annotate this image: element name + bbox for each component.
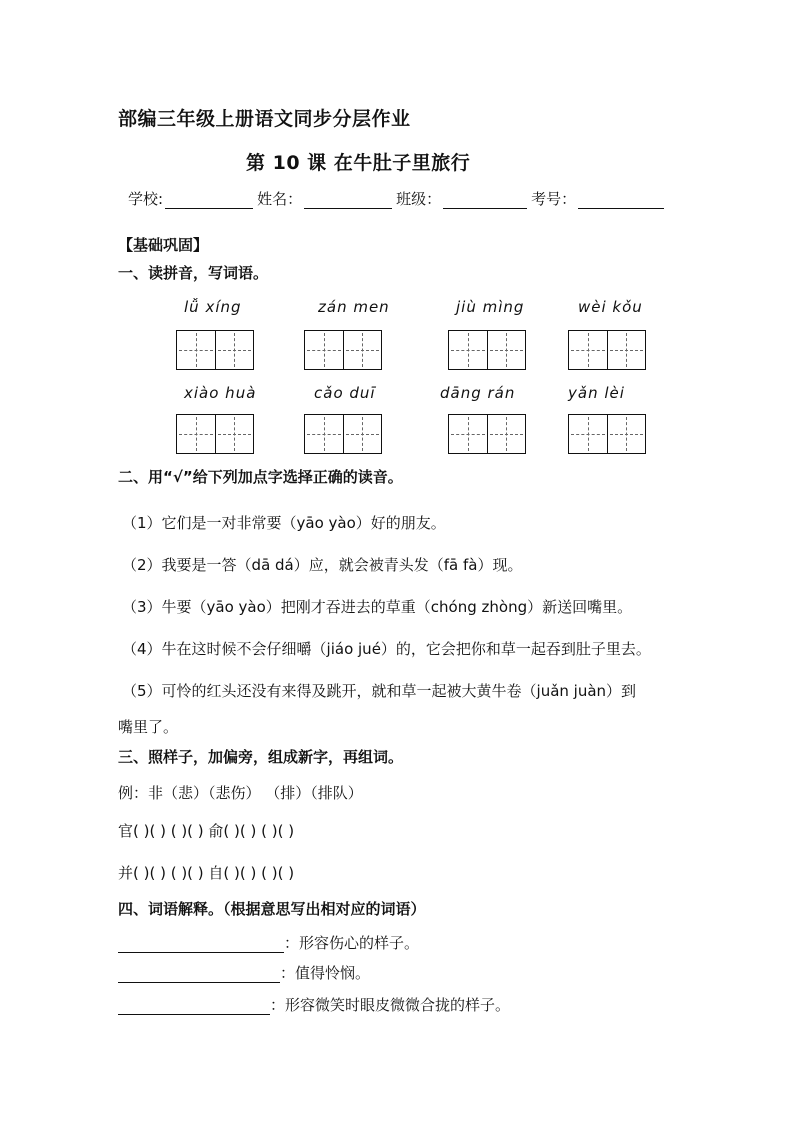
pinyin-4: wèi kǒu [578, 298, 643, 316]
writing-grid-2[interactable] [304, 330, 382, 370]
pinyin-6: cǎo duī [314, 384, 376, 402]
section-2-title: 二、用“√”给下列加点字选择正确的读音。 [118, 468, 403, 486]
definition-row-3 [118, 994, 510, 1015]
writing-grid-1[interactable] [176, 330, 254, 370]
question-2-2: （2）我要是一答（dā dá）应，就会被青头发（fā fà）现。 [122, 556, 523, 574]
definition-answer-1[interactable] [118, 938, 284, 953]
pinyin-3: jiù mìng [456, 298, 525, 316]
pinyin-8: yǎn lèi [568, 384, 625, 402]
definition-row-2 [118, 962, 370, 983]
definition-row-1 [118, 932, 419, 953]
lesson-title: 第 10 课 在牛肚子里旅行 [246, 152, 471, 174]
question-2-4: （4）牛在这时候不会仔细嚼（jiáo jué）的，它会把你和草一起吞到肚子里去。 [122, 640, 651, 658]
section-3-example: 例：非（悲）（悲伤） （排）（排队） [118, 784, 363, 802]
writing-grid-7[interactable] [448, 414, 526, 454]
school-label: 学校: [128, 190, 164, 208]
section-1-title: 一、读拼音，写词语。 [118, 264, 269, 282]
document-title: 部编三年级上册语文同步分层作业 [118, 108, 411, 130]
section-3-row-1: 官( )( ) ( )( ) 俞( )( ) ( )( ) [118, 822, 295, 840]
writing-grid-5[interactable] [176, 414, 254, 454]
class-field[interactable] [443, 192, 527, 209]
school-field[interactable] [165, 192, 253, 209]
definition-text-1: ：形容伤心的样子。 [284, 934, 420, 952]
exam-number-field[interactable] [578, 192, 664, 209]
definition-text-2: ：值得怜悯。 [280, 964, 371, 982]
writing-grid-3[interactable] [448, 330, 526, 370]
definition-answer-3[interactable] [118, 1000, 270, 1015]
exam-number-label: 考号： [531, 190, 577, 208]
question-2-1: （1）它们是一对非常要（yāo yào）好的朋友。 [122, 514, 446, 532]
pinyin-7: dāng rán [440, 384, 516, 402]
section-4-title: 四、词语解释。（根据意思写出相对应的词语） [118, 900, 426, 918]
section-3-row-2: 并( )( ) ( )( ) 自( )( ) ( )( ) [118, 864, 295, 882]
name-field[interactable] [304, 192, 392, 209]
question-2-3: （3）牛要（yāo yào）把刚才吞进去的草重（chóng zhòng）新送回嘴里。 [122, 598, 633, 616]
basic-consolidation-label: 【基础巩固】 [118, 236, 209, 254]
student-info-row [128, 188, 668, 209]
question-2-5-continued: 嘴里了。 [118, 718, 179, 736]
pinyin-5: xiào huà [184, 384, 257, 402]
class-label: 班级： [396, 190, 442, 208]
definition-text-3: ：形容微笑时眼皮微微合拢的样子。 [270, 996, 511, 1014]
section-3-title: 三、照样子，加偏旁，组成新字，再组词。 [118, 748, 404, 766]
pinyin-2: zán men [318, 298, 390, 316]
writing-grid-4[interactable] [568, 330, 646, 370]
question-2-5: （5）可怜的红头还没有来得及跳开，就和草一起被大黄牛卷（juǎn juàn）到 [122, 682, 637, 700]
name-label: 姓名： [257, 190, 303, 208]
writing-grid-6[interactable] [304, 414, 382, 454]
writing-grid-8[interactable] [568, 414, 646, 454]
definition-answer-2[interactable] [118, 968, 280, 983]
pinyin-1: lǚ xíng [184, 298, 242, 316]
